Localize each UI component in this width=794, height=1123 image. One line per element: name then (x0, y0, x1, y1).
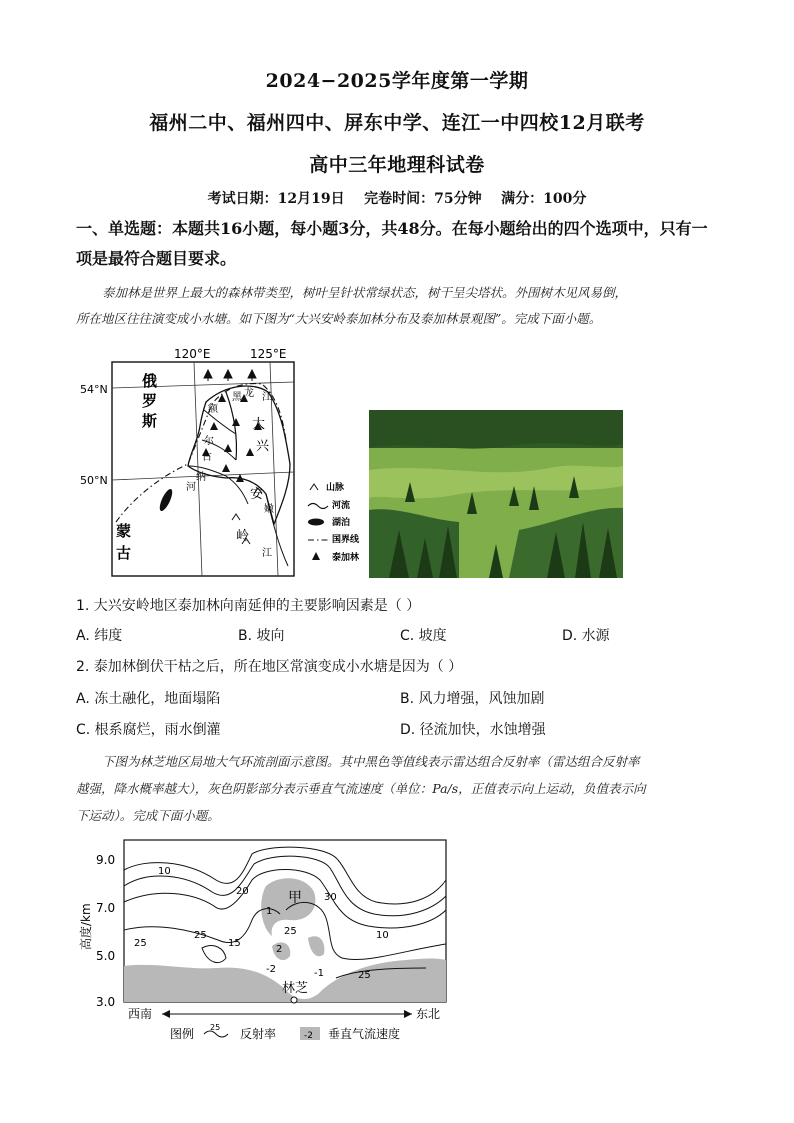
linzhi-label: 林芝 (282, 981, 309, 996)
q2-option-d[interactable]: D. 径流加快，水蚀增强 (400, 722, 546, 738)
ytick-3: 3.0 (96, 995, 116, 1009)
passage-taiga-line1: 泰加林是世界上最大的森林带类型，树叶呈针状常绿状态，树干呈尖塔状。外围树木见风易倒， (102, 285, 628, 300)
region-gu-label: 古 (202, 452, 212, 463)
taiga-distribution-map (76, 344, 360, 580)
contour-label-25b: 25 (194, 930, 207, 941)
lon-125-label: 125°E (250, 347, 287, 361)
legend-taiga-icon (312, 552, 320, 560)
region-er-label: 尔 (204, 436, 214, 447)
dxal-label-1: 大 (252, 417, 266, 432)
passage-linzhi (76, 748, 722, 829)
photo-forest-ridge (369, 410, 623, 449)
q1-option-b[interactable]: B. 坡向 (238, 628, 285, 644)
passage-linzhi-line3: 下运动）。完成下面小题。 (76, 808, 220, 823)
region-he-label: 河 (186, 482, 196, 493)
passage-taiga (76, 280, 722, 332)
legend-shade-text: 垂直气流速度 (328, 1027, 401, 1041)
ytick-5: 5.0 (96, 949, 116, 963)
contour-label-15: 15 (228, 938, 241, 949)
legend-contour-text: 反射率 (240, 1027, 277, 1041)
contour-label-20: 20 (236, 886, 249, 897)
direction-arrow-left-head (162, 1010, 170, 1018)
exam-year-title: 2024−2025学年度第一学期 (265, 70, 529, 92)
legend-contour-value: 25 (210, 1023, 221, 1032)
q1-option-c[interactable]: C. 坡度 (400, 628, 447, 644)
linzhi-marker (291, 997, 297, 1003)
contour-label-2: 2 (276, 944, 283, 955)
hlj-label-1: 黑 (232, 392, 242, 403)
lake (157, 487, 174, 512)
contour-label-1: 1 (266, 906, 273, 917)
passage-linzhi-line1: 下图为林芝地区局地大气环流剖面示意图。其中黑色等值线表示雷达组合反射率（雷达组合反射率 (102, 754, 640, 769)
dxal-label-3: 安 (250, 487, 264, 502)
passage-taiga-line2: 所在地区往往演变成小水塘。如下图为“大兴安岭泰加林分布及泰加林景观图”。完成下面小题。 (76, 311, 602, 326)
q1-option-d[interactable]: D. 水源 (562, 628, 610, 644)
exam-subject-title: 高中三年地理科试卷 (309, 154, 485, 176)
q2-option-a[interactable]: A. 冻土融化，地面塌陷 (76, 691, 221, 707)
contour-label-10b: 10 (376, 930, 389, 941)
q1-stem: 1. 大兴安岭地区泰加林向南延伸的主要影响因素是（ ） (76, 598, 421, 614)
legend-mountain-label: 山脉 (326, 483, 345, 493)
passage-linzhi-line2: 越强，降水概率越大），灰色阴影部分表示垂直气流速度（单位：Pa/s，正值表示向上运动，负值表示向 (76, 781, 646, 796)
legend-river-icon (308, 504, 328, 509)
contour-label-25d: 25 (358, 970, 371, 981)
section-heading-line2: 项是最符合题目要求。 (76, 249, 237, 268)
lon120-line (194, 362, 202, 576)
dxal-label-2: 兴 (256, 439, 270, 454)
legend-border-label: 国界线 (332, 535, 360, 545)
russia-label-3: 斯 (142, 412, 158, 430)
linzhi-circulation-section (76, 840, 456, 1046)
q2-option-b[interactable]: B. 风力增强，风蚀加剧 (400, 691, 545, 707)
contour-label-25a: 25 (134, 938, 147, 949)
contour-label-25c: 25 (284, 926, 297, 937)
legend-lake-icon (308, 519, 324, 526)
russia-label-2: 罗 (142, 392, 158, 410)
exam-schools-title: 福州二中、福州四中、屏东中学、连江一中四校12月联考 (149, 112, 645, 134)
exam-meta: 考试日期：12月19日 完卷时间：75分钟 满分：100分 (207, 191, 587, 207)
section-heading-line1: 一、单选题：本题共16小题，每小题3分，共48分。在每小题给出的四个选项中，只有一 (76, 219, 708, 238)
direction-northeast: 东北 (416, 1007, 441, 1021)
legend-shade-value: -2 (304, 1031, 313, 1041)
ytick-7: 7.0 (96, 901, 116, 915)
lat-50-label: 50°N (80, 474, 108, 487)
legend-lake-label: 湖泊 (332, 518, 351, 528)
mongolia-label-2: 古 (116, 544, 132, 562)
q2-stem: 2. 泰加林倒伏干枯之后，所在地区常演变成小水塘是因为（ ） (76, 659, 463, 675)
contour-label-10a: 10 (158, 866, 171, 877)
legend-river-label: 河流 (332, 501, 351, 511)
legend-prefix: 图例 (170, 1027, 195, 1041)
hlj-label-2: 龙 (244, 388, 254, 399)
dxal-label-4: 岭 (236, 529, 250, 544)
legend-taiga-label: 泰加林 (332, 553, 360, 563)
q2-option-c[interactable]: C. 根系腐烂，雨水倒灌 (76, 722, 221, 738)
contour-label-neg1: -1 (314, 968, 324, 979)
legend-mountain-icon (310, 484, 318, 490)
lon-120-label: 120°E (174, 347, 211, 361)
hlj-label-3: 江 (262, 392, 272, 403)
nenjiang-label-1: 嫩 (264, 504, 274, 515)
lat54-line (112, 382, 294, 388)
ytick-9: 9.0 (96, 853, 116, 867)
q1-option-a[interactable]: A. 纬度 (76, 628, 123, 644)
contour-label-neg2: -2 (266, 964, 276, 975)
contour-label-30: 30 (324, 892, 337, 903)
region-na-label: 纳 (196, 472, 206, 483)
lat-54-label: 54°N (80, 383, 108, 396)
section-heading (76, 214, 724, 274)
direction-arrow-right-head (404, 1010, 412, 1018)
direction-southwest: 西南 (128, 1007, 153, 1021)
taiga-landscape-photo (369, 410, 623, 578)
y-axis-label: 高度/km (79, 903, 93, 950)
mongolia-label-1: 蒙 (116, 522, 132, 540)
map-legend (308, 481, 360, 563)
nenjiang-label-2: 江 (262, 548, 272, 559)
russia-label-1: 俄 (142, 372, 158, 390)
region-e-label: 额 (208, 404, 218, 415)
jia-label: 甲 (288, 890, 302, 906)
